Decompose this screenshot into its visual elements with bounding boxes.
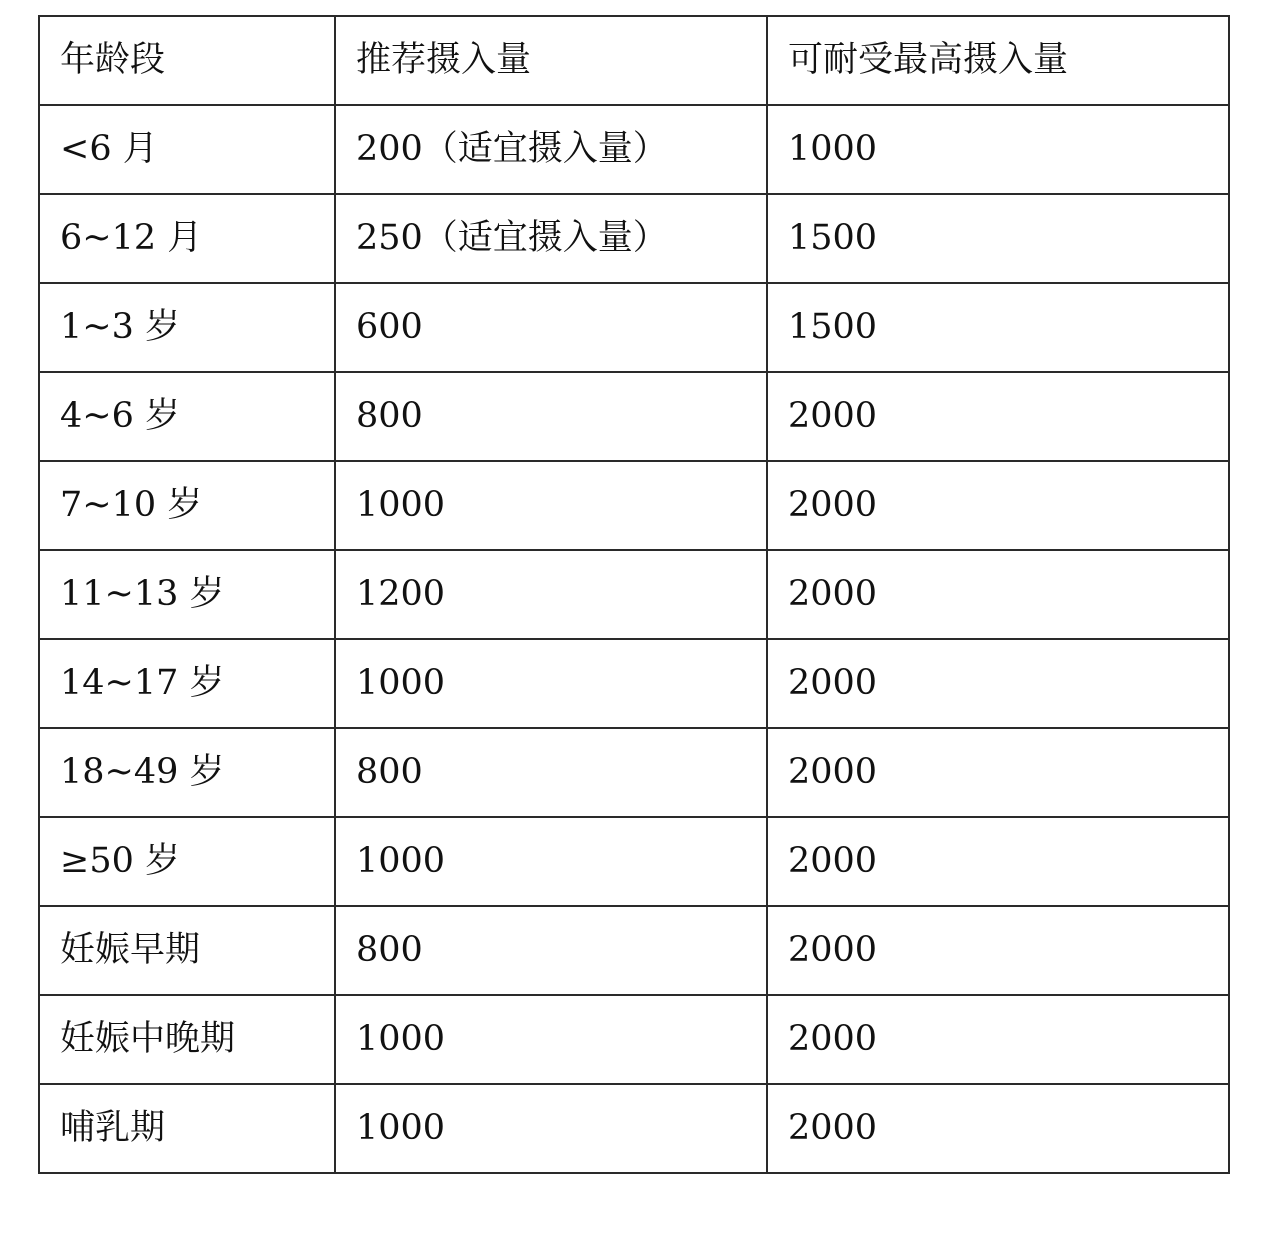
table-row — [39, 817, 1229, 906]
cell-age-group: 1~3 岁 — [39, 283, 335, 372]
cell-recommended-intake: 800 — [335, 372, 767, 461]
cell-tolerable-upper-intake: 2000 — [767, 372, 1229, 461]
cell-tolerable-upper-intake: 1500 — [767, 283, 1229, 372]
cell-recommended-intake: 250（适宜摄入量） — [335, 194, 767, 283]
cell-age-group: 18~49 岁 — [39, 728, 335, 817]
table-row — [39, 639, 1229, 728]
table-header-row — [39, 16, 1229, 105]
table-row — [39, 906, 1229, 995]
cell-recommended-intake: 1000 — [335, 1084, 767, 1173]
cell-tolerable-upper-intake: 2000 — [767, 1084, 1229, 1173]
cell-recommended-intake: 600 — [335, 283, 767, 372]
table-row — [39, 105, 1229, 194]
header-recommended-intake: 推荐摄入量 — [335, 16, 767, 105]
cell-recommended-intake: 1000 — [335, 461, 767, 550]
header-tolerable-upper-intake: 可耐受最高摄入量 — [767, 16, 1229, 105]
cell-tolerable-upper-intake: 2000 — [767, 817, 1229, 906]
table-row — [39, 372, 1229, 461]
table-row — [39, 550, 1229, 639]
cell-recommended-intake: 800 — [335, 728, 767, 817]
cell-tolerable-upper-intake: 2000 — [767, 728, 1229, 817]
cell-age-group: 妊娠早期 — [39, 906, 335, 995]
cell-age-group: 妊娠中晚期 — [39, 995, 335, 1084]
table-row — [39, 283, 1229, 372]
cell-age-group: 哺乳期 — [39, 1084, 335, 1173]
table-row — [39, 995, 1229, 1084]
table-row — [39, 194, 1229, 283]
cell-tolerable-upper-intake: 2000 — [767, 461, 1229, 550]
cell-recommended-intake: 800 — [335, 906, 767, 995]
cell-age-group: 14~17 岁 — [39, 639, 335, 728]
header-age-group: 年龄段 — [39, 16, 335, 105]
cell-recommended-intake: 1000 — [335, 639, 767, 728]
cell-tolerable-upper-intake: 1000 — [767, 105, 1229, 194]
cell-age-group: <6 月 — [39, 105, 335, 194]
cell-age-group: 7~10 岁 — [39, 461, 335, 550]
cell-age-group: 11~13 岁 — [39, 550, 335, 639]
cell-recommended-intake: 200（适宜摄入量） — [335, 105, 767, 194]
cell-recommended-intake: 1200 — [335, 550, 767, 639]
cell-age-group: ≥50 岁 — [39, 817, 335, 906]
cell-age-group: 4~6 岁 — [39, 372, 335, 461]
cell-tolerable-upper-intake: 2000 — [767, 906, 1229, 995]
cell-age-group: 6~12 月 — [39, 194, 335, 283]
cell-tolerable-upper-intake: 2000 — [767, 639, 1229, 728]
cell-recommended-intake: 1000 — [335, 817, 767, 906]
intake-table — [38, 15, 1230, 1174]
cell-tolerable-upper-intake: 2000 — [767, 995, 1229, 1084]
table-row — [39, 1084, 1229, 1173]
table-row — [39, 461, 1229, 550]
intake-table-container — [38, 15, 1228, 1174]
cell-tolerable-upper-intake: 2000 — [767, 550, 1229, 639]
table-row — [39, 728, 1229, 817]
cell-tolerable-upper-intake: 1500 — [767, 194, 1229, 283]
cell-recommended-intake: 1000 — [335, 995, 767, 1084]
